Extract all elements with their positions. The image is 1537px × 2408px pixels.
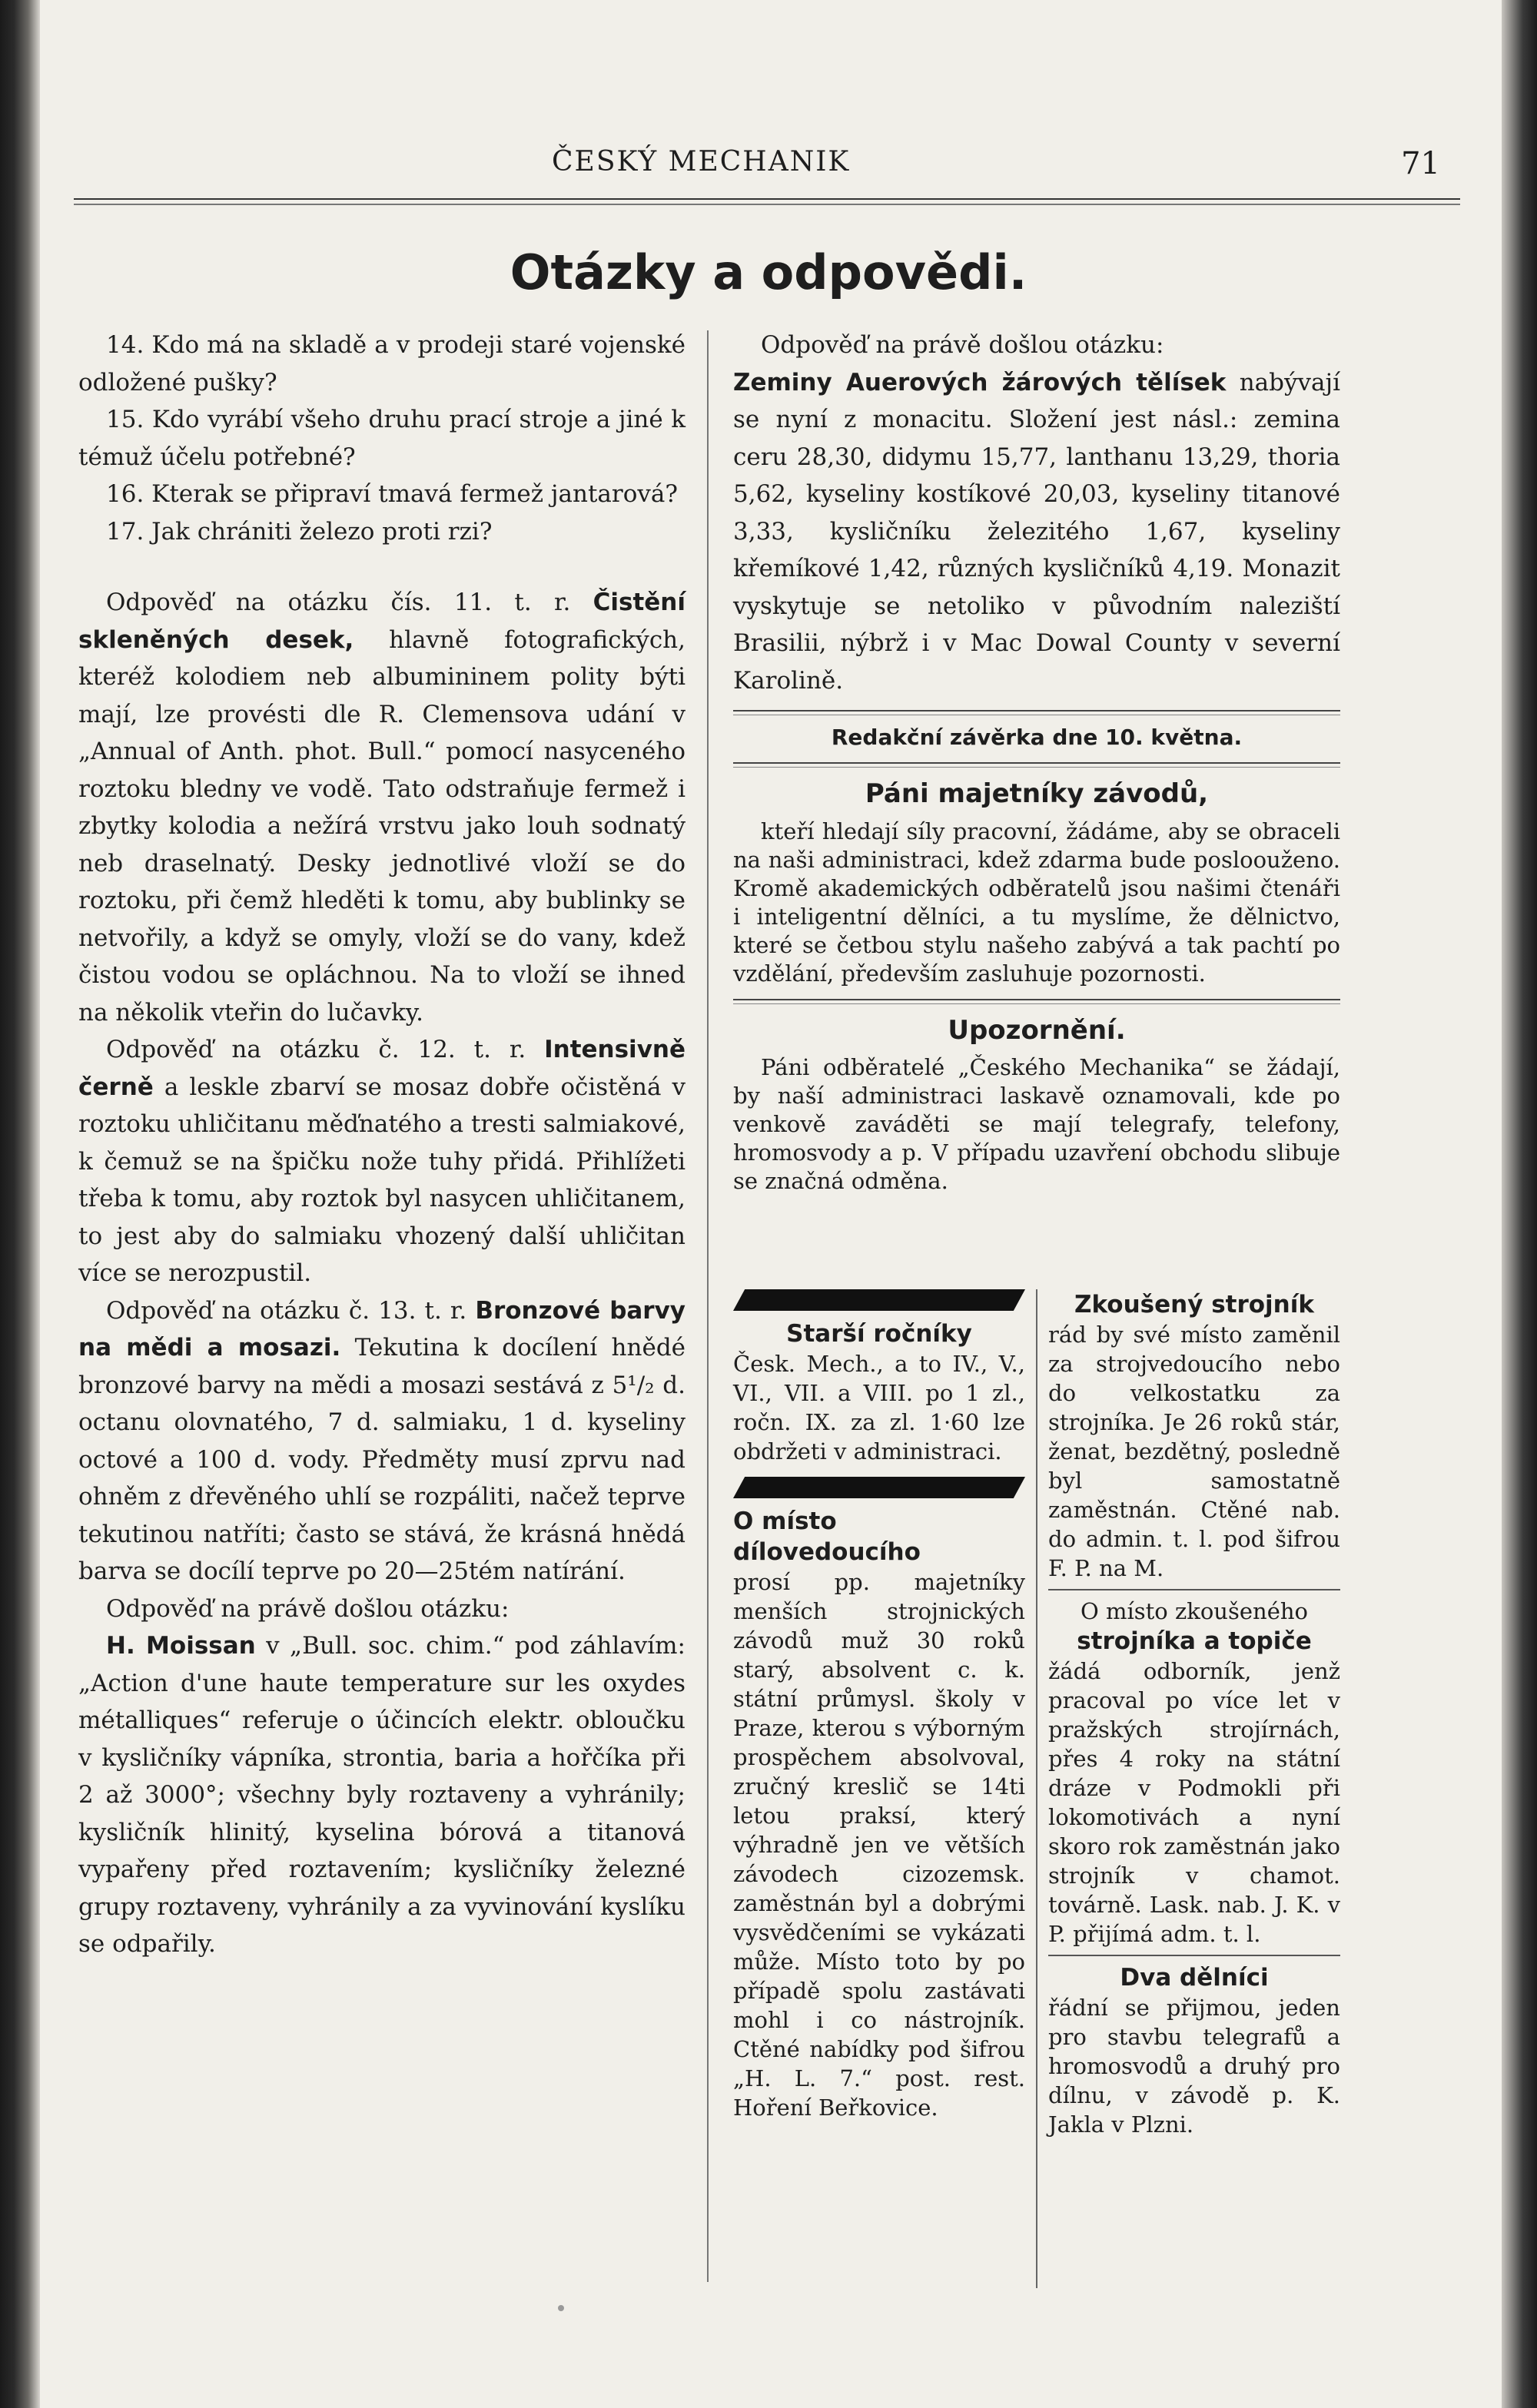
answer-13-heading: Bronzové barvy na mědi a mosazi. [78,1296,686,1362]
answer-auer-heading: Zeminy Auerových žárových tělísek [733,368,1227,396]
paper-speck [558,2305,564,2311]
ads-left-column [733,1289,1025,2122]
answer-12-intro: Odpověď na otázku č. 12. t. r. [106,1036,526,1063]
answer-new-text: v „Bull. soc. chim.“ pod záhlavím: „Action d'une haute temperature sur les oxydes métalliques“ referuje o účincích elektr. obloučku v kysličníky vápníka, strontia, baria a hořčíka při 2 až 3000°; všechny byly roztaveny a vyhránily; kysličník hlinitý, kyselina bórová a titanová vypařeny před roztavením; kysličníky železné grupy roztaveny, vyhránily a za vyvinování kyslíku se odpařily. [78,1632,686,1958]
question-15: 15. Kdo vyrábí všeho druhu prací stroje a jiné k témuž účelu potřebné? [78,406,686,471]
answer-12 [78,1031,686,1292]
separator-rule [733,710,1340,715]
answer-11-heading: Čistění skleněných desek, [78,589,686,654]
answer-11-text: hlavně fotografických, kteréž kolodiem neb albumininem polity býti mají, lze provésti dle R. Clemensova udání v „Annual of Anth. phot. Bull.“ pomocí nasyceného roztoku bledny ve vodě. Tato odstraňuje fermež i zbytky kolodia a nežírá vrstvu jako louh sodnatý neb draselnatý. Desky jednotlivé vloží se do roztoku, při čemž hleděti k tomu, aby bublinky se netvořily, a když se omyly, vloží se do vany, kdež čistou vodou se opláchnou. Na to vloží se ihned na několik vteřin do lučavky. [78,625,686,1027]
answer-auer-intro: Odpověď na právě došlou otázku: [761,331,1164,359]
decorative-bar [733,1477,1025,1498]
binding-shadow-right [1502,0,1537,2408]
answer-auer-text: nabývají se nyní z monacitu. Složení jest násl.: zemina ceru 28,30, didymu 15,77, lanthanu 13,29, thoria 5,62, kyseliny kostíkové 20,03, kyseliny titanové 3,33, kysličníku železitého 1,67, kyseliny křemíkové 1,42, různých kysličníků 4,19. Monazit vyskytuje se netoliko v původním naleziští Brasilii, nýbrž i v Mac Dowal County v severní Karolině. [733,368,1341,695]
page-number: 71 [1401,146,1440,181]
ad-back-issues-text: Česk. Mech., a to IV., V., VI., VII. a VIII. po 1 zl., ročn. IX. za zl. 1·60 lze obdržeti v administraci. [733,1351,1025,1464]
answer-auer [733,364,1340,700]
ad-workers-text: řádní se přijmou, jeden pro stavbu telegrafů a hromosvodů a druhý pro dílnu, v závodě p. K. Jakla v Plzni. [1048,1995,1340,2138]
ad-machinist-text: rád by své místo zaměnil za strojvedoucího nebo do velkostatku za strojníka. Je 26 roků stár, ženat, bezdětný, posledně byl samostatně zaměstnán. Ctěné nab. do admin. t. l. pod šifrou F. P. na M. [1048,1322,1340,1581]
ad-foreman-text: prosí pp. majetníky menších strojnických závodů muž 30 roků starý, absolvent c. k. státní průmysl. školy v Praze, kterou s výborným prospěchem absolvoval, zručný kreslič se 14ti letou praksí, který výhradně jen ve větších závodech cizozemsk. zaměstnán byl a dobrými vysvědčeními se vykázati může. Místo toto by po případě spolu zastávati mohl i co nástrojník. Ctěné nabídky pod šifrou „H. L. 7.“ post. rest. Hoření Beřkovice. [733,1569,1025,2121]
question-14: 14. Kdo má na skladě a v prodeji staré vojenské odložené pušky? [78,331,686,396]
answer-13-text: Tekutina k docílení hnědé bronzové barvy na mědi a mosazi sestává z 5¹/₂ d. octanu olovnatého, 7 d. salmiaku, 1 d. kyseliny octové a 100 d. vody. Předměty musí zprvu nad ohněm z dřevěného uhlí se rozpáliti, načež teprve tekutinou natříti; často se stává, že krásná hnědá barva se docílí teprve po 20—25tém natírání. [78,1334,686,1585]
ad-workers-title: Dva dělníci [1120,1964,1269,1992]
running-title: ČESKÝ MECHANIK [552,146,851,177]
header-rule [74,198,1460,205]
column-divider [707,330,709,2282]
answer-new-intro: Odpověď na právě došlou otázku: [106,1594,510,1623]
notice-owners-title: Páni majetníky závodů, [865,778,1209,809]
answer-new [78,1627,686,1963]
separator-rule [733,762,1340,768]
ad-separator [1048,1589,1340,1590]
classified-ads [733,1289,1340,2288]
answer-new-heading: H. Moissan [106,1632,256,1660]
spacer [78,550,686,584]
notice-attention-title: Upozornění. [948,1014,1126,1046]
answer-13 [78,1292,686,1590]
notice-attention-text: Páni odběratelé „Českého Mechanika“ se žádají, by naší administraci laskavě oznamovali, kde po venkově zaváděti se mají telegrafy, telefony, hromosvody a p. V případu uzavření obchodu slibuje se značná odměna. [733,1054,1340,1194]
answer-11 [78,584,686,1031]
ad-stoker-title: strojníka a topiče [1077,1627,1312,1655]
ad-machinist-title: Zkoušený strojník [1074,1291,1314,1318]
ad-separator [1048,1955,1340,1956]
answer-12-text: a leskle zbarví se mosaz dobře očistěná v roztoku uhličitanu měďnatého a tresti salmiakové, k čemuž se na špičku nože tuhy přidá. Přihlížeti třeba k tomu, aby roztok byl nasycen uhličitanem, to jest aby do salmiaku vhozený další uhličitan více se nerozpustil. [78,1073,686,1287]
answer-11-intro: Odpověď na otázku čís. 11. t. r. [106,589,571,616]
question-16: 16. Kterak se připraví tmavá fermež jantarová? [106,480,679,508]
separator-rule [733,999,1340,1004]
editorial-close: Redakční závěrka dne 10. května. [831,725,1243,750]
binding-shadow-left [0,0,40,2408]
question-17: 17. Jak chrániti železo proti rzi? [106,517,493,546]
notice-owners-text: kteří hledají síly pracovní, žádáme, aby se obraceli na naši administraci, kdež zdarma bude posloouženo. Kromě akademických odběratelů jsou našimi čtenáři i inteligentní dělníci, a tu myslíme, že dělnictvo, které se četbou stylu našeho zabývá a tak pachtí po vzdělání, především zasluhuje pozornosti. [733,818,1340,987]
decorative-bar [733,1289,1025,1311]
page-title: Otázky a odpovědi. [510,244,1027,300]
ad-foreman-title: O místo dílovedoucího [733,1507,921,1566]
answer-13-intro: Odpověď na otázku č. 13. t. r. [106,1296,467,1325]
left-column [78,327,686,1963]
page-header [74,146,1460,192]
ad-back-issues-title: Starší ročníky [786,1320,972,1348]
ad-stoker-intro: O místo zkoušeného [1081,1598,1308,1624]
ads-right-column [1048,1289,1340,2139]
ads-divider [1036,1289,1037,2288]
ad-stoker-text: žádá odborník, jenž pracoval po více let v pražských strojírnách, přes 4 roky na státní dráze v Podmokli při lokomotivách a nyní skoro rok zaměstnán jako strojník v chamot. továrně. Lask. nab. J. K. v P. přijímá adm. t. l. [1048,1658,1340,1947]
right-column [733,327,1340,1196]
answer-12-heading: Intensivně černě [78,1036,686,1101]
